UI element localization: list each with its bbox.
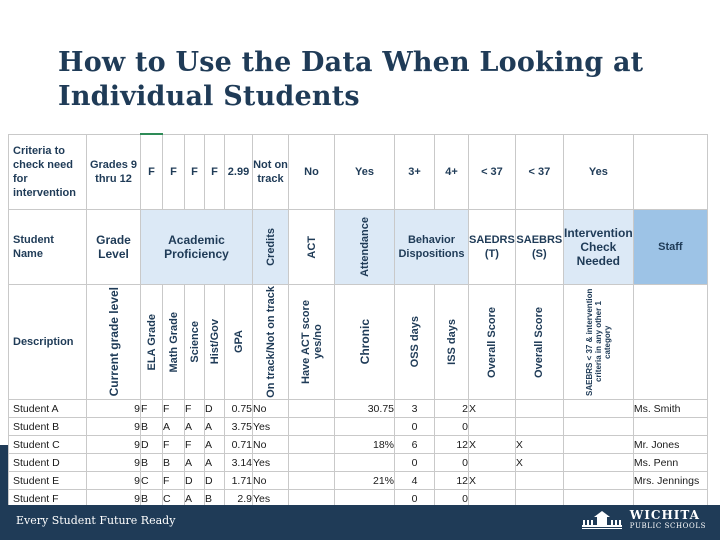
gpa: 0.71 <box>225 436 253 454</box>
student-name: Student B <box>9 418 87 436</box>
staff-name <box>633 418 707 436</box>
credits-status: No <box>253 436 289 454</box>
saebrs-s-flag: X <box>515 436 563 454</box>
criteria-hist: F <box>205 134 225 210</box>
staff-name: Mrs. Jennings <box>633 472 707 490</box>
current-grade: 9 <box>87 400 141 418</box>
credits-status: No <box>253 472 289 490</box>
gpa: 2.9 <box>225 490 253 508</box>
act-status <box>289 400 335 418</box>
science-grade: F <box>185 436 205 454</box>
saebrs-s-flag <box>515 472 563 490</box>
student-name: Student D <box>9 454 87 472</box>
iss-days: 12 <box>435 436 469 454</box>
intervention-flag <box>563 400 633 418</box>
desc-ela <box>141 285 163 400</box>
student-data-table <box>8 133 708 508</box>
science-grade: F <box>185 400 205 418</box>
oss-days: 4 <box>395 472 435 490</box>
gpa: 1.71 <box>225 472 253 490</box>
act-status <box>289 454 335 472</box>
criteria-intervention: Yes <box>563 134 633 210</box>
desc-math <box>163 285 185 400</box>
criteria-attendance: Yes <box>335 134 395 210</box>
student-rows <box>9 400 708 508</box>
hist-grade: A <box>205 454 225 472</box>
act-status <box>289 436 335 454</box>
criteria-staff <box>633 134 707 210</box>
student-name: Student E <box>9 472 87 490</box>
hist-grade: B <box>205 490 225 508</box>
saebrs-s-header: SAEBRS (S) <box>515 210 563 285</box>
attendance-header-label: Attendance <box>358 217 371 277</box>
desc-saebrs-t-label: Overall Score <box>485 306 498 378</box>
current-grade: 9 <box>87 436 141 454</box>
student-name: Student F <box>9 490 87 508</box>
footer-tagline: Every Student Future Ready <box>16 514 176 527</box>
saebrs-s-flag: X <box>515 454 563 472</box>
desc-saebrs-s <box>515 285 563 400</box>
oss-days: 3 <box>395 400 435 418</box>
table-row <box>9 454 708 472</box>
act-header <box>289 210 335 285</box>
iss-days: 0 <box>435 490 469 508</box>
table-row <box>9 418 708 436</box>
math-grade: B <box>163 454 185 472</box>
description-row <box>9 285 708 400</box>
act-header-label: ACT <box>305 235 318 259</box>
criteria-saebrs-t: < 37 <box>469 134 516 210</box>
criteria-grade: Grades 9 thru 12 <box>87 134 141 210</box>
current-grade: 9 <box>87 472 141 490</box>
desc-credits-label: On track/Not on track <box>264 286 277 398</box>
science-grade: A <box>185 418 205 436</box>
oss-days: 6 <box>395 436 435 454</box>
desc-attendance-label: Chronic <box>357 319 372 365</box>
intervention-flag <box>563 436 633 454</box>
saebrs-t-header: SAEDRS (T) <box>469 210 516 285</box>
logo-line-2: PUBLIC SCHOOLS <box>629 522 706 530</box>
desc-hist <box>205 285 225 400</box>
student-name-header: Student Name <box>9 210 87 285</box>
gpa: 0.75 <box>225 400 253 418</box>
desc-current-grade-label: Current grade level <box>106 287 121 397</box>
attendance-value <box>335 454 395 472</box>
staff-name: Mr. Jones <box>633 436 707 454</box>
desc-saebrs-t <box>469 285 516 400</box>
desc-attendance <box>335 285 395 400</box>
category-row <box>9 210 708 285</box>
math-grade: F <box>163 436 185 454</box>
grade-level-header: Grade Level <box>87 210 141 285</box>
schoolhouse-logo-icon <box>580 510 624 532</box>
logo-wordmark <box>630 510 706 532</box>
desc-intervention-label: SAEBRS < 37 & intervention criteria in any other 1 category <box>584 288 612 396</box>
gpa: 3.14 <box>225 454 253 472</box>
desc-gpa-label: GPA <box>232 330 245 354</box>
student-name: Student A <box>9 400 87 418</box>
intervention-flag <box>563 454 633 472</box>
description-header: Description <box>9 285 87 400</box>
current-grade: 9 <box>87 418 141 436</box>
staff-header: Staff <box>633 210 707 285</box>
current-grade: 9 <box>87 454 141 472</box>
hist-grade: D <box>205 472 225 490</box>
desc-ela-label: ELA Grade <box>145 313 158 371</box>
desc-act <box>289 285 335 400</box>
desc-saebrs-s-label: Overall Score <box>533 306 546 378</box>
slide-title: How to Use the Data When Looking at Individual Students <box>58 47 644 112</box>
attendance-header <box>335 210 395 285</box>
ela-grade: D <box>141 436 163 454</box>
math-grade: C <box>163 490 185 508</box>
table-row <box>9 472 708 490</box>
desc-current-grade <box>87 285 141 400</box>
science-grade: A <box>185 454 205 472</box>
attendance-value: 18% <box>335 436 395 454</box>
oss-days: 0 <box>395 490 435 508</box>
saebrs-t-flag: X <box>469 436 516 454</box>
credits-status: Yes <box>253 454 289 472</box>
attendance-value <box>335 418 395 436</box>
credits-header <box>253 210 289 285</box>
hist-grade: A <box>205 418 225 436</box>
ela-grade: B <box>141 454 163 472</box>
oss-days: 0 <box>395 454 435 472</box>
act-status <box>289 418 335 436</box>
math-grade: F <box>163 400 185 418</box>
table-row <box>9 436 708 454</box>
iss-days: 0 <box>435 418 469 436</box>
criteria-oss: 3+ <box>395 134 435 210</box>
desc-oss <box>395 285 435 400</box>
desc-staff <box>633 285 707 400</box>
oss-days: 0 <box>395 418 435 436</box>
iss-days: 12 <box>435 472 469 490</box>
desc-iss-label: ISS days <box>445 319 458 365</box>
intervention-flag <box>563 472 633 490</box>
saebrs-t-flag: X <box>469 472 516 490</box>
desc-act-label: Have ACT score yes/no <box>299 300 324 384</box>
desc-science <box>185 285 205 400</box>
criteria-math: F <box>163 134 185 210</box>
desc-hist-label: Hist/Gov <box>208 319 221 365</box>
left-edge-bar <box>0 445 8 505</box>
iss-days: 0 <box>435 454 469 472</box>
intervention-header: Intervention Check Needed <box>563 210 633 285</box>
criteria-credits: Not on track <box>253 134 289 210</box>
desc-credits <box>253 285 289 400</box>
desc-gpa <box>225 285 253 400</box>
credits-status: Yes <box>253 418 289 436</box>
desc-science-label: Science <box>188 321 201 363</box>
ela-grade: B <box>141 418 163 436</box>
saebrs-t-flag: X <box>469 400 516 418</box>
credits-header-label: Credits <box>264 228 277 266</box>
intervention-flag <box>563 418 633 436</box>
criteria-gpa: 2.99 <box>225 134 253 210</box>
logo-line-1: WICHITA <box>629 508 700 522</box>
criteria-row <box>9 134 708 210</box>
saebrs-s-flag <box>515 400 563 418</box>
desc-math-label: Math Grade <box>167 311 180 373</box>
saebrs-s-flag <box>515 418 563 436</box>
staff-name: Ms. Smith <box>633 400 707 418</box>
saebrs-t-flag <box>469 454 516 472</box>
attendance-value: 30.75 <box>335 400 395 418</box>
attendance-value: 21% <box>335 472 395 490</box>
student-name: Student C <box>9 436 87 454</box>
math-grade: F <box>163 472 185 490</box>
ela-grade: C <box>141 472 163 490</box>
criteria-saebrs-s: < 37 <box>515 134 563 210</box>
footer-bar <box>0 505 720 540</box>
act-status <box>289 472 335 490</box>
saebrs-t-flag <box>469 418 516 436</box>
criteria-iss: 4+ <box>435 134 469 210</box>
staff-name: Ms. Penn <box>633 454 707 472</box>
desc-oss-label: OSS days <box>408 316 421 368</box>
hist-grade: A <box>205 436 225 454</box>
ela-grade: F <box>141 400 163 418</box>
science-grade: A <box>185 490 205 508</box>
criteria-ela: F <box>141 134 163 210</box>
credits-status: Yes <box>253 490 289 508</box>
gpa: 3.75 <box>225 418 253 436</box>
desc-iss <box>435 285 469 400</box>
criteria-label: Criteria to check need for intervention <box>9 134 87 210</box>
academic-proficiency-header: Academic Proficiency <box>141 210 253 285</box>
criteria-act: No <box>289 134 335 210</box>
ela-grade: B <box>141 490 163 508</box>
iss-days: 2 <box>435 400 469 418</box>
behavior-header: Behavior Dispositions <box>395 210 469 285</box>
desc-intervention <box>563 285 633 400</box>
district-logo <box>580 510 706 532</box>
science-grade: D <box>185 472 205 490</box>
math-grade: A <box>163 418 185 436</box>
current-grade: 9 <box>87 490 141 508</box>
criteria-science: F <box>185 134 205 210</box>
hist-grade: D <box>205 400 225 418</box>
table-row <box>9 400 708 418</box>
credits-status: No <box>253 400 289 418</box>
